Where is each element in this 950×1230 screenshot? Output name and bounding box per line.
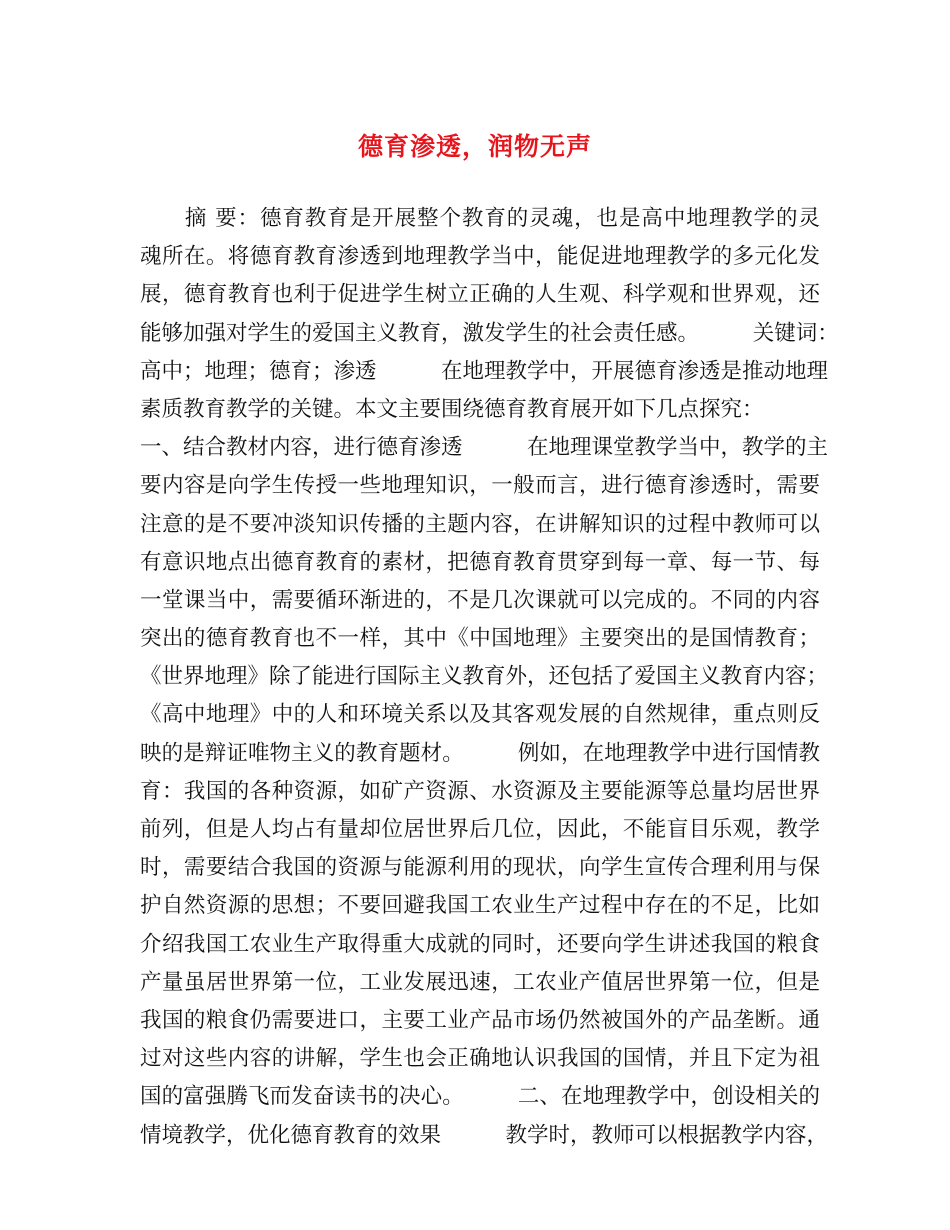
body-line: 一堂课当中，需要循环渐进的，不是几次课就可以完成的。不同的内容 [140,587,820,613]
body-line: 国的富强腾飞而发奋读书的决心。 二、在地理教学中，创设相关的 [140,1084,820,1110]
body-line: 高中；地理；德育；渗透 在地理教学中，开展德育渗透是推动地理 [140,358,829,384]
body-line: 展，德育教育也利于促进学生树立正确的人生观、科学观和世界观，还 [140,282,820,308]
body-line: 《高中地理》中的人和环境关系以及其客观发展的自然规律，重点则反 [140,702,820,728]
body-line: 素质教育教学的关键。本文主要围绕德育教育展开如下几点探究： [140,396,764,422]
body-line: 映的是辩证唯物主义的教育题材。 例如，在地理教学中进行国情教 [140,740,820,766]
body-line: 能够加强对学生的爱国主义教育，激发学生的社会责任感。 关键词： [140,320,839,346]
body-line: 介绍我国工农业生产取得重大成就的同时，还要向学生讲述我国的粮食 [140,931,820,957]
body-line: 注意的是不要冲淡知识传播的主题内容，在讲解知识的过程中教师可以 [140,511,820,537]
body-line: 过对这些内容的讲解，学生也会正确地认识我国的国情，并且下定为祖 [140,1046,820,1072]
body-line: 突出的德育教育也不一样，其中《中国地理》主要突出的是国情教育； [140,626,820,652]
body-line: 摘 要：德育教育是开展整个教育的灵魂，也是高中地理教学的灵 [140,206,820,231]
body-line: 一、结合教材内容，进行德育渗透 在地理课堂教学当中，教学的主 [140,435,829,461]
body-line: 前列，但是人均占有量却位居世界后几位，因此，不能盲目乐观，教学 [140,817,820,842]
body-line: 有意识地点出德育教育的素材，把德育教育贯穿到每一章、每一节、每 [140,549,820,575]
body-line: 情境教学，优化德育教育的效果 教学时，教师可以根据教学内容， [140,1122,829,1148]
body-line: 时，需要结合我国的资源与能源利用的现状，向学生宣传合理利用与保 [140,855,820,881]
document-body [140,200,839,1155]
body-line: 育：我国的各种资源，如矿产资源、水资源及主要能源等总量均居世界 [140,778,820,804]
body-line: 《世界地理》除了能进行国际主义教育外，还包括了爱国主义教育内容； [140,664,829,690]
body-line: 产量虽居世界第一位，工业发展迅速，工农业产值居世界第一位，但是 [140,969,820,995]
document-title: 德育渗透，润物无声 [357,132,592,161]
body-line: 护自然资源的思想；不要回避我国工农业生产过程中存在的不足，比如 [140,893,820,919]
body-line: 魂所在。将德育教育渗透到地理教学当中，能促进地理教学的多元化发 [140,244,820,270]
body-line: 我国的粮食仍需要进口，主要工业产品市场仍然被国外的产品垄断。通 [140,1007,820,1033]
body-line: 要内容是向学生传授一些地理知识，一般而言，进行德育渗透时，需要 [140,473,820,499]
